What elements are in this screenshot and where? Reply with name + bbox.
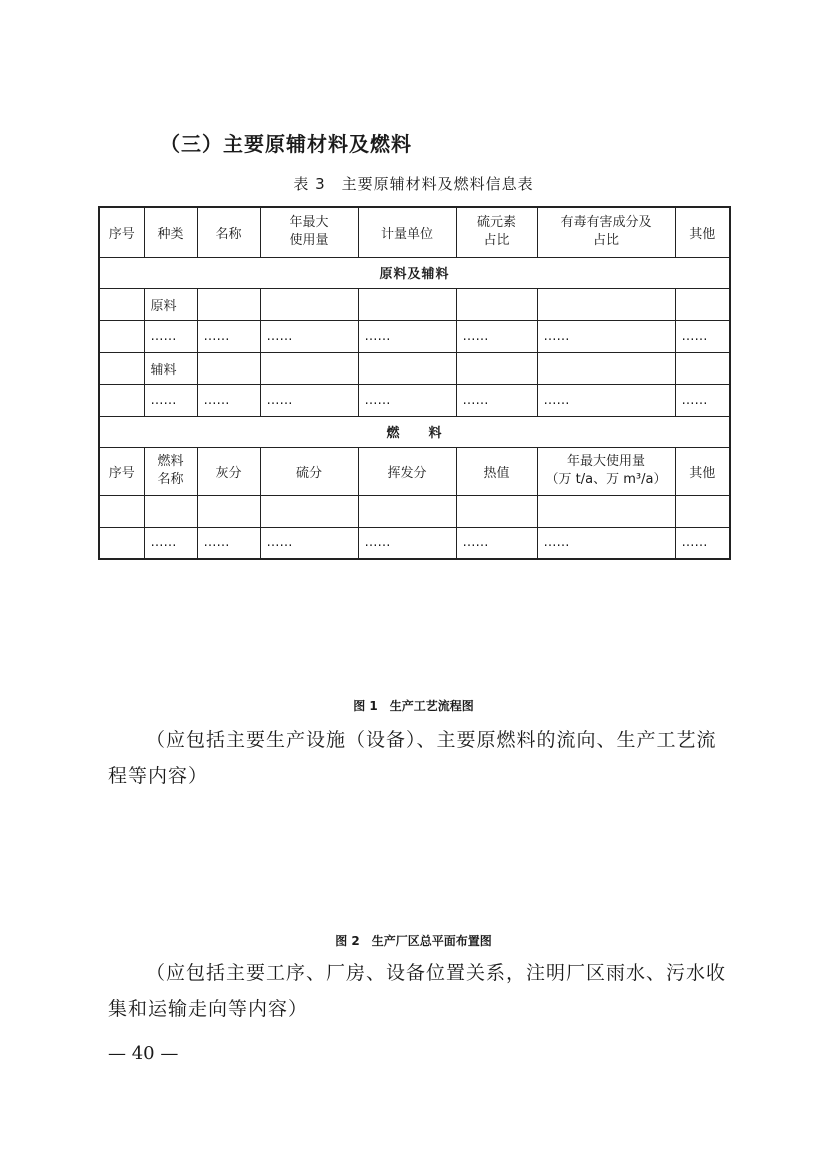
- table-cell: ……: [456, 384, 537, 416]
- figure2-caption: 图 2 生产厂区总平面布置图: [335, 934, 492, 948]
- figure1-note: （应包括主要生产设施（设备）、主要原燃料的流向、生产工艺流程等内容）: [108, 729, 717, 787]
- table-cell: [456, 495, 537, 527]
- table-cell: [99, 527, 144, 559]
- table-header-row: [99, 207, 730, 257]
- table-cell: ……: [358, 384, 456, 416]
- table-cell: [456, 288, 537, 320]
- table-cell: 原料: [144, 288, 197, 320]
- table-cell: [99, 352, 144, 384]
- table-cell: 年最大使用量 （万 t/a、万 m³/a）: [537, 447, 675, 495]
- table-cell: [144, 495, 197, 527]
- table-cell: ……: [537, 320, 675, 352]
- table-cell: [358, 495, 456, 527]
- table-section-fuel: [99, 416, 730, 447]
- table-cell: 热值: [456, 447, 537, 495]
- table-section-label: 燃 料: [99, 416, 730, 447]
- table-cell: [358, 288, 456, 320]
- table-row: [99, 320, 730, 352]
- table-cell: [99, 384, 144, 416]
- table-cell: ……: [358, 527, 456, 559]
- table-section-label: 原料及辅料: [99, 257, 730, 288]
- table-cell: 其他: [675, 447, 730, 495]
- table-cell: [260, 288, 358, 320]
- table-cell: [99, 320, 144, 352]
- table-cell: [537, 288, 675, 320]
- table-cell: [99, 288, 144, 320]
- table-cell: ……: [537, 527, 675, 559]
- table-cell: [675, 495, 730, 527]
- table-cell: ……: [260, 384, 358, 416]
- table-cell: 有毒有害成分及 占比: [537, 207, 675, 257]
- figure1-caption: 图 1 生产工艺流程图: [353, 699, 474, 713]
- table-cell: ……: [456, 320, 537, 352]
- table-cell: 种类: [144, 207, 197, 257]
- table-cell: [675, 288, 730, 320]
- table-cell: 年最大 使用量: [260, 207, 358, 257]
- table-row: [99, 527, 730, 559]
- table-cell: 挥发分: [358, 447, 456, 495]
- table-cell: ……: [144, 320, 197, 352]
- table-cell: ……: [456, 527, 537, 559]
- table-cell: [197, 352, 260, 384]
- table-cell: 其他: [675, 207, 730, 257]
- table-cell: [675, 352, 730, 384]
- table-cell: 计量单位: [358, 207, 456, 257]
- table-row: [99, 384, 730, 416]
- table-cell: ……: [260, 527, 358, 559]
- table-row: [99, 352, 730, 384]
- table-cell: [537, 352, 675, 384]
- table-row: [99, 495, 730, 527]
- table-caption: 表 3 主要原辅材料及燃料信息表: [293, 175, 534, 193]
- page-number: — 40 —: [108, 1043, 179, 1064]
- table-cell: [456, 352, 537, 384]
- table-cell: 燃料 名称: [144, 447, 197, 495]
- table-cell: ……: [197, 384, 260, 416]
- figure2-note: （应包括主要工序、厂房、设备位置关系，注明厂区雨水、污水收集和运输走向等内容）: [108, 962, 727, 1020]
- table-cell: ……: [197, 320, 260, 352]
- table-cell: [537, 495, 675, 527]
- section-heading: （三）主要原辅材料及燃料: [160, 132, 412, 156]
- table-cell: 序号: [99, 447, 144, 495]
- table-cell: [358, 352, 456, 384]
- table-cell: [197, 288, 260, 320]
- table-cell: ……: [675, 384, 730, 416]
- table-cell: ……: [144, 527, 197, 559]
- table-section-raw-materials: [99, 257, 730, 288]
- table-row: [99, 288, 730, 320]
- table-cell: ……: [197, 527, 260, 559]
- table-cell: ……: [675, 527, 730, 559]
- table-cell: [197, 495, 260, 527]
- table-cell: 灰分: [197, 447, 260, 495]
- table-cell: 硫元素 占比: [456, 207, 537, 257]
- table-cell: [99, 495, 144, 527]
- table-header-row-fuel: [99, 447, 730, 495]
- table-cell: ……: [358, 320, 456, 352]
- table-cell: [260, 352, 358, 384]
- materials-table: [98, 206, 731, 560]
- table-cell: ……: [537, 384, 675, 416]
- table-cell: ……: [144, 384, 197, 416]
- table-cell: [260, 495, 358, 527]
- table-cell: ……: [675, 320, 730, 352]
- table-cell: 名称: [197, 207, 260, 257]
- table-cell: 硫分: [260, 447, 358, 495]
- table-cell: 序号: [99, 207, 144, 257]
- table-cell: ……: [260, 320, 358, 352]
- table-cell: 辅料: [144, 352, 197, 384]
